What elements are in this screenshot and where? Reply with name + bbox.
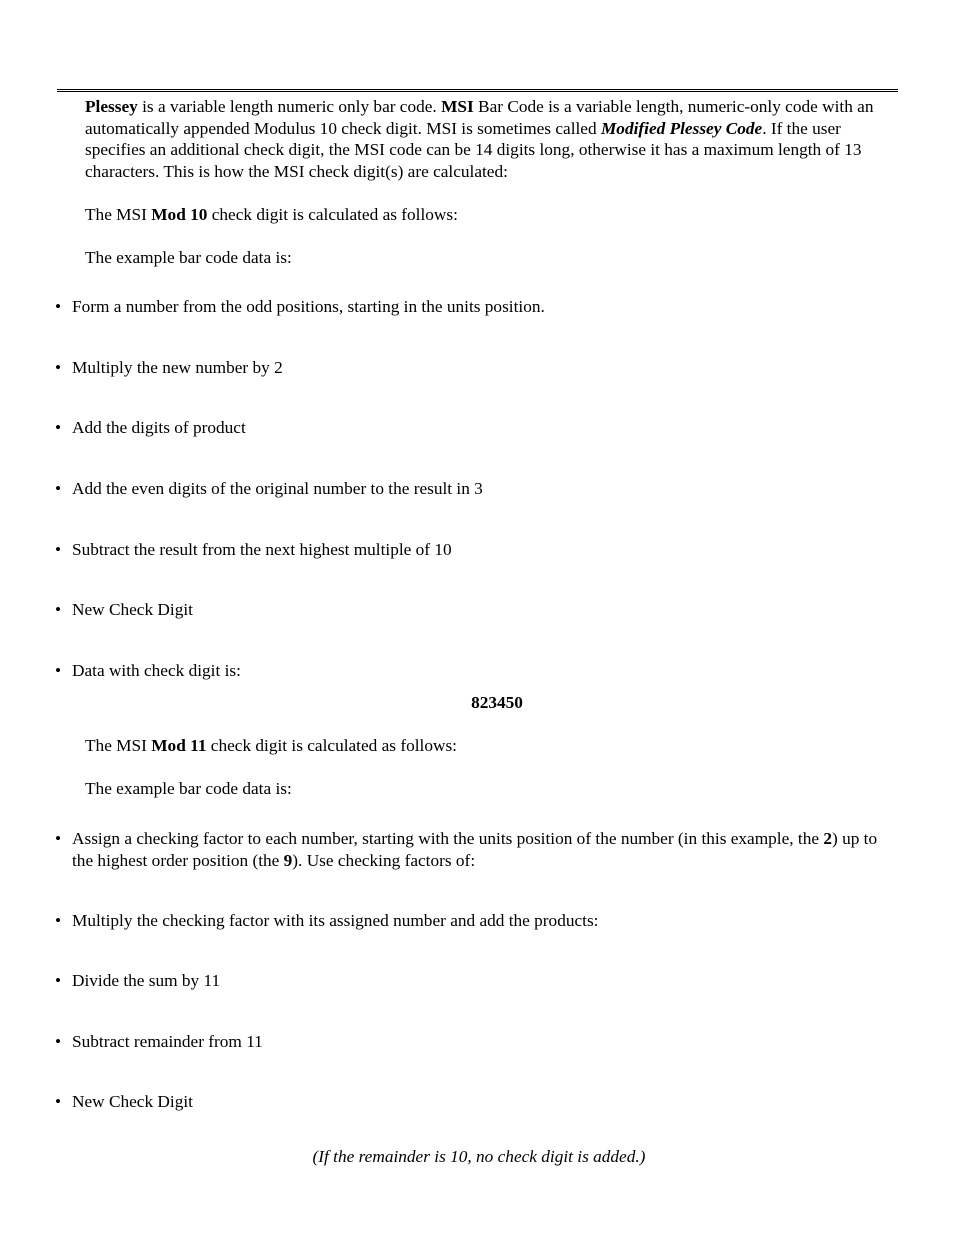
bullet-icon: • [55,971,62,990]
mod11-step-3 [55,970,890,992]
plessey-term: Plessey [85,97,138,116]
step-text: New Check Digit [72,1092,193,1111]
step-text: Add the digits of product [72,418,246,437]
step-text: Add the even digits of the original number to the result in 3 [72,479,483,498]
mod10-step-2 [55,357,890,379]
step-text: Subtract the result from the next highest multiple of 10 [72,540,452,559]
mod11-step-4 [55,1031,890,1053]
mod11-step-1 [55,828,890,871]
mod10-step-5 [55,539,890,561]
mod11-example-label: The example bar code data is: [85,779,292,798]
top-rule [57,89,898,92]
mod10-step-1 [55,296,890,318]
mod10-step-7 [55,660,890,682]
bullet-icon: • [55,418,62,437]
mod11-step-5 [55,1091,890,1113]
bullet-icon: • [55,297,62,316]
bullet-icon: • [55,540,62,559]
step-text: New Check Digit [72,600,193,619]
msi-term: MSI [441,97,474,116]
step-text: Multiply the checking factor with its assigned number and add the products: [72,911,599,930]
bullet-icon: • [55,1092,62,1111]
mod10-step-6 [55,599,890,621]
step-text: Assign a checking factor to each number, starting with the units position of the number (in this example, the 2) up to the highest order position (the 9). Use checking factors of: [72,829,878,870]
modified-plessey-term: Modified Plessey Code [600,118,763,138]
bullet-icon: • [55,479,62,498]
bullet-icon: • [55,358,62,377]
step-text: Divide the sum by 11 [72,971,221,990]
bullet-icon: • [55,1032,62,1051]
bullet-icon: • [55,911,62,930]
step-text: Form a number from the odd positions, starting in the units position. [72,297,545,316]
intro-text-1: is a variable length numeric only bar code. [137,97,442,116]
bullet-icon: • [55,661,62,680]
mod10-step-3 [55,417,890,439]
mod10-step-4 [55,478,890,500]
step-text: Multiply the new number by 2 [72,358,283,377]
intro-paragraph [85,96,890,182]
bullet-icon: • [55,600,62,619]
intro-text-3: . If the user specifies an additional check digit, the MSI code can be 14 digits long, otherwise it has a maximum length of 13 characters. This is how the MSI check digit(s) are calculated: [85,118,862,181]
mod11-step-2 [55,910,890,932]
mod10-example-label: The example bar code data is: [85,248,292,267]
bullet-icon: • [55,829,62,848]
intro-text-2: Bar Code is a variable length, numeric-only code with an automatically appended Modulus 10 check digit. MSI is sometimes called [85,97,874,138]
mod10-heading: The MSI Mod 10 check digit is calculated as follows: [85,205,458,224]
step-text: Data with check digit is: [72,661,241,680]
mod11-note: (If the remainder is 10, no check digit is added.) [312,1147,646,1166]
mod11-heading: The MSI Mod 11 check digit is calculated as follows: [85,736,457,755]
mod10-result: 823450 [471,693,523,712]
step-text: Subtract remainder from 11 [72,1032,263,1051]
